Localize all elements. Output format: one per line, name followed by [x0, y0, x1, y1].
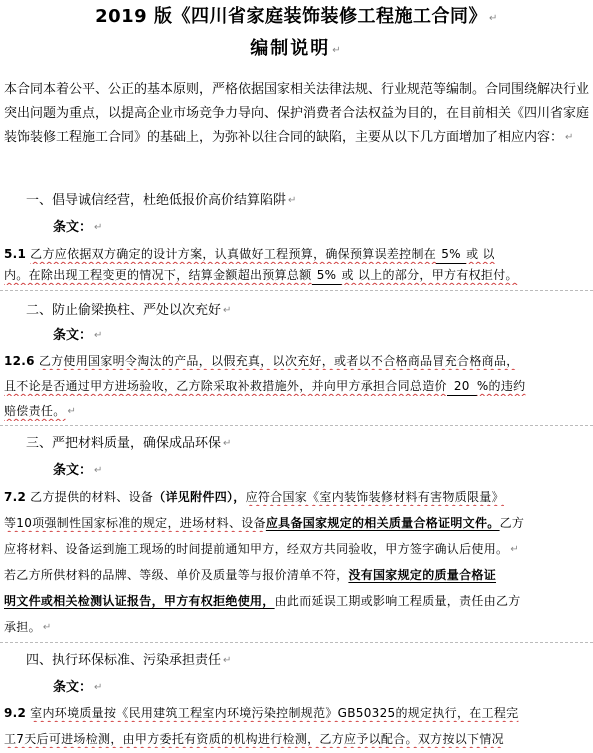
- doc-subtitle: 编制说明 ↵: [250, 38, 343, 59]
- clause-text: 等10项强制性国家标准的规定，进场材料、设备应具备国家规定的相关质量合格证明文件。乙方: [4, 516, 525, 530]
- clause-text: 内。在除出现工程变更的情况下，结算金额超出预算总额 5% 或 以上的部分，甲方有权拒付。: [4, 266, 589, 285]
- clause-text: 承担。 ↵: [4, 620, 52, 634]
- paragraph-mark-icon: ↵: [223, 305, 232, 316]
- clause-text: 9.2 室内环境质量按《民用建筑工程室内环境污染控制规范》GB50325的规定执行，在工程完: [4, 706, 519, 720]
- paragraph-mark-icon: ↵: [94, 330, 103, 341]
- divider: [0, 290, 593, 291]
- clause-text: 工7天后可进场检测，由甲方委托有资质的机构进行检测，乙方应予以配合。双方按以下情况: [4, 732, 504, 746]
- paragraph-mark-icon: ↵: [565, 132, 574, 143]
- paragraph-mark-icon: ↵: [488, 13, 498, 24]
- paragraph-mark-icon: ↵: [42, 622, 52, 633]
- paragraph-mark-icon: ↵: [94, 682, 103, 693]
- clause-text: 且不论是否通过甲方进场验收，乙方除采取补救措施外，并向甲方承担合同总造价 20 %的违约: [4, 377, 589, 396]
- intro-paragraph: 本合同本着公平、公正的基本原则，严格依据国家相关法律法规、行业规范等编制。合同围绕解决行业突出问题为重点，以提高企业市场竞争力导向、保护消费者合法权益为目的，在目前相关《四川省家庭装饰装修工程施工合同》的基础上，为弥补以往合同的缺陷，主要从以下几方面增加了相应内容： ↵: [4, 82, 590, 145]
- clause-text: 5.1 乙方应依据双方确定的设计方案，认真做好工程预算，确保预算误差控制在 5% 或 以: [4, 245, 589, 264]
- section-heading: 一、倡导诚信经营，杜绝低报价高价结算陷阱 ↵: [26, 193, 297, 208]
- divider: [0, 425, 593, 426]
- clause-text: 若乙方所供材料的品牌、等级、单价及质量等与报价清单不符，没有国家规定的质量合格证: [4, 568, 497, 582]
- doc-title: 2019 版《四川省家庭装饰装修工程施工合同》 ↵: [95, 6, 498, 27]
- paragraph-mark-icon: ↵: [94, 465, 103, 476]
- clause-label: 条文： ↵: [53, 328, 103, 343]
- paragraph-mark-icon: ↵: [67, 406, 77, 417]
- clause-label: 条文： ↵: [53, 220, 103, 235]
- clause-text: 应将材料、设备运到施工现场的时间提前通知甲方，经双方共同验收，甲方签字确认后使用。 ↵: [4, 542, 519, 556]
- paragraph-mark-icon: ↵: [223, 438, 232, 449]
- clause-label: 条文： ↵: [53, 680, 103, 695]
- divider: [0, 642, 593, 643]
- clause-label: 条文： ↵: [53, 463, 103, 478]
- section-heading: 二、防止偷梁换柱、严处以次充好 ↵: [26, 303, 232, 318]
- clause-text: 赔偿责任。 ↵: [4, 404, 77, 418]
- paragraph-mark-icon: ↵: [288, 195, 297, 206]
- paragraph-mark-icon: ↵: [332, 45, 343, 56]
- clause-text: 12.6 乙方使用国家明令淘汰的产品，以假充真，以次充好，或者以不合格商品冒充合格商品，: [4, 354, 519, 368]
- paragraph-mark-icon: ↵: [94, 222, 103, 233]
- paragraph-mark-icon: ↵: [223, 655, 232, 666]
- section-heading: 三、严把材料质量，确保成品环保 ↵: [26, 436, 232, 451]
- paragraph-mark-icon: ↵: [510, 544, 519, 555]
- clause-text: 7.2 乙方提供的材料、设备（详见附件四），应符合国家《室内装饰装修材料有害物质限量》: [4, 490, 504, 504]
- clause-text: 明文件或相关检测认证报告，甲方有权拒绝使用，由此而延误工期或影响工程质量，责任由乙方: [4, 594, 521, 608]
- section-heading: 四、执行环保标准、污染承担责任 ↵: [26, 653, 232, 668]
